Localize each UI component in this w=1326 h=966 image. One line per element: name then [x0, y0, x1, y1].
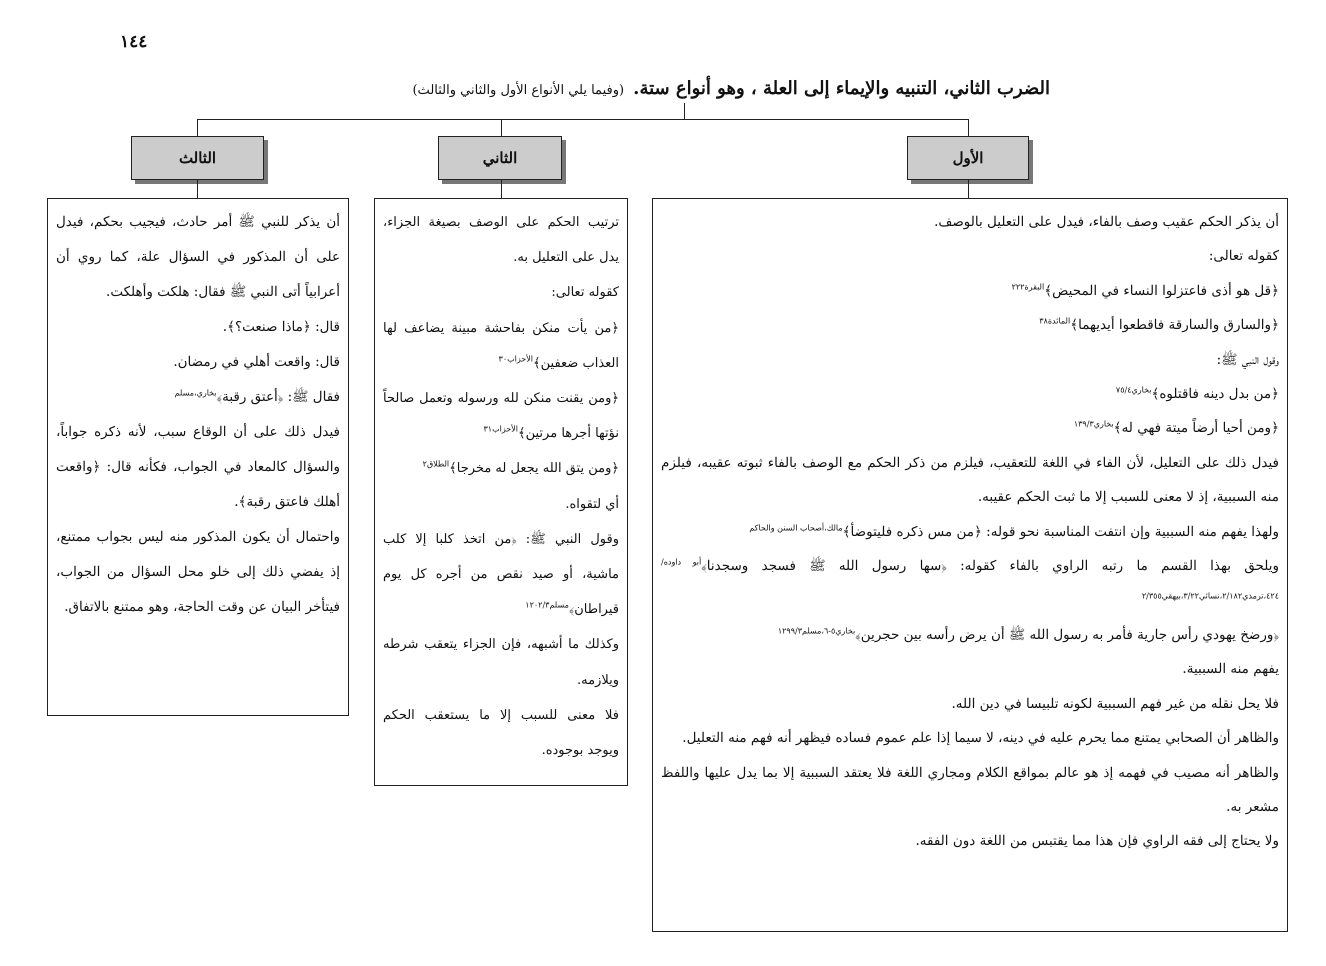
paragraph-text: ولا يحتاج إلى فقه الراوي فإن هذا مما يقتبس من اللغة دون الفقه. [915, 833, 1279, 850]
paragraph-text: أن يذكر الحكم عقيب وصف بالفاء، فيدل على التعليل بالوصف. [934, 214, 1279, 230]
column-first-content [652, 198, 1288, 932]
connector-box-first [968, 180, 969, 198]
heading-title: الضرب الثاني، التنبيه والإيماء إلى العلة ، وهو أنواع ستة. [633, 78, 1050, 99]
citation-ref: أبو داوده/٤٢٤،ترمذي٢/١٨٢،نسائي٣/٢٢،بيهقي٢/٣٥٥ [661, 557, 1279, 601]
column-third-content [47, 198, 349, 716]
paragraph-text: ويلحق بهذا القسم ما رتبه الراوي بالفاء كقوله: ﴿سها رسول الله ﷺ فسجد وسجدنا﴾ [701, 558, 1279, 575]
paragraph-text: واحتمال أن يكون المذكور منه ليس بجواب ممتنع، إذ يفضي ذلك إلى خلو محل السؤال من الجواب، فيتأخر البيان عن وقت الحاجة، وهو ممتنع بالاتفاق. [56, 529, 340, 615]
section-heading [300, 78, 1050, 99]
paragraph [383, 487, 619, 522]
paragraph [383, 205, 619, 275]
paragraph [56, 310, 340, 345]
paragraph-text: ﴿ومن يقنت منكن لله ورسوله وتعمل صالحاً نؤتها أجرها مرتين﴾ [383, 391, 619, 442]
paragraph [383, 627, 619, 697]
paragraph [661, 239, 1279, 273]
paragraph-text: والظاهر أن الصحابي يمتنع مما يحرم عليه في دينه، لا سيما إذا علم عموم فساده فيظهر أنه فهم منه التعليل. [682, 730, 1279, 747]
paragraph-text: فيدل ذلك على أن الوقاع سبب، لأنه ذكره جواباً، والسؤال كالمعاد في الجواب، فكأنه قال: ﴿واقعت أهلك فاعتق رقبة﴾. [56, 424, 340, 510]
paragraph-text: أي لتقواه. [565, 496, 619, 512]
connector-horizontal [197, 119, 968, 120]
paragraph-text: وقول النبي ﷺ: ﴿من اتخذ كلبا إلا كلب ماشية، أو صيد نقص من أجره كل يوم قيراطان﴾ [383, 531, 619, 618]
citation-ref: الطلاق٢ [422, 460, 450, 470]
citation-ref: بخاري٥-٦،مسلم١٢٩٩/٣ [777, 626, 856, 636]
paragraph [56, 415, 340, 520]
connector-heading-drop [684, 103, 685, 120]
paragraph-text: ولهذا يفهم منه السببية وإن انتفت المناسبة نحو قوله: ﴿من مس ذكره فليتوضأ﴾ [842, 523, 1279, 540]
citation-ref: بخاري٧٥/٤ [1115, 385, 1152, 395]
citation-ref: الأحزاب٣٠ [498, 354, 534, 364]
column-second-content [374, 198, 628, 786]
paragraph-text: ﴿ومن أحيا أرضاً ميتة فهي له﴾ [1113, 420, 1279, 437]
paragraph-text: وكذلك ما أشبهه، فإن الجزاء يتعقب شرطه ويلازمه. [383, 637, 619, 688]
paragraph-text: ﴿ورضخ يهودي رأس جارية فأمر به رسول الله ﷺ أن يرض رأسه بين حجرين﴾ [855, 626, 1279, 643]
paragraph-text: ﴿من يأت منكن بفاحشة مبينة يضاعف لها العذاب ضعفين﴾ [383, 320, 619, 371]
column-header-first: الأول [907, 136, 1029, 180]
citation-ref: مالك،أصحاب السنن والحاكم [749, 523, 843, 533]
paragraph [661, 549, 1279, 618]
paragraph-text: ترتيب الحكم على الوصف بصيغة الجزاء، يدل على التعليل به. [383, 215, 619, 266]
paragraph-text: قال: ﴿ماذا صنعت؟﴾. [222, 319, 340, 335]
paragraph [661, 721, 1279, 755]
paragraph-text: والظاهر أنه مصيب في فهمه إذ هو عالم بمواقع الكلام ومجاري اللغة فلا يعتقد السببية إلا بما يدل عليها واللفظ مشعر به. [661, 764, 1279, 815]
paragraph [661, 308, 1279, 342]
paragraph [661, 515, 1279, 549]
paragraph-text: فلا يحل نقله من غير فهم السببية لكونه تلبيسا في دين الله. [951, 695, 1279, 712]
page-number: ١٤٤ [120, 32, 148, 52]
paragraph-text: فقال ﷺ: ﴿أعتق رقبة﴾ [216, 389, 340, 405]
citation-ref: المائدة٣٨ [1039, 316, 1071, 326]
paragraph [661, 756, 1279, 825]
column-header-third: الثالث [131, 136, 264, 180]
connector-box-second [501, 180, 502, 198]
paragraph [56, 345, 340, 380]
citation-ref: مسلم١٢٠٢/٣ [525, 600, 569, 610]
paragraph-text: وقول النبي ﷺ: [1216, 351, 1279, 368]
citation-ref: الأحزاب٣١ [483, 424, 518, 434]
paragraph-text: ﴿قل هو أذى فاعتزلوا النساء في المحيض﴾ [1044, 282, 1279, 299]
paragraph [383, 311, 619, 381]
paragraph [56, 520, 340, 625]
citation-ref: بخاري١٣٩/٣ [1073, 419, 1114, 429]
paragraph [383, 698, 619, 768]
connector-box-third [197, 180, 198, 198]
paragraph [383, 275, 619, 310]
paragraph-text: كقوله تعالى: [1208, 248, 1279, 265]
paragraph [661, 274, 1279, 308]
connector-drop-third [197, 119, 198, 136]
paragraph-text: ﴿من بدل دينه فاقتلوه﴾ [1151, 386, 1279, 403]
paragraph-text: قال: واقعت أهلي في رمضان. [173, 354, 340, 370]
paragraph [661, 652, 1279, 686]
paragraph-text: ﴿والسارق والسارقة فاقطعوا أيديهما﴾ [1070, 317, 1279, 334]
paragraph [56, 205, 340, 310]
paragraph [661, 618, 1279, 652]
paragraph-text: فلا معنى للسبب إلا ما يستعقب الحكم ويوجد بوجوده. [383, 707, 619, 759]
paragraph [383, 522, 619, 628]
heading-subtitle: (وفيما يلي الأنواع الأول والثاني والثالث) [412, 83, 625, 98]
paragraph [661, 343, 1279, 377]
paragraph-text: كقوله تعالى: [551, 285, 619, 301]
paragraph [661, 824, 1279, 858]
paragraph [661, 411, 1279, 445]
paragraph [383, 381, 619, 451]
paragraph-text: أن يذكر للنبي ﷺ أمر حادث، فيجيب بحكم، فيدل على أن المذكور في السؤال علة، كما روي أن أعرابياً أتى النبي ﷺ فقال: هلكت وأهلكت. [56, 214, 340, 300]
paragraph [661, 687, 1279, 721]
paragraph-text: ﴿ومن يتق الله يجعل له مخرجا﴾ [449, 461, 619, 477]
paragraph [383, 451, 619, 486]
paragraph [56, 380, 340, 415]
connector-drop-second [501, 119, 502, 136]
paragraph-text: فيدل ذلك على التعليل، لأن الفاء في اللغة للتعقيب، فيلزم من ذكر الحكم مع الوصف بالفاء ثبوته عقيبه، فيلزم منه السببية، إذ لا معنى للسبب إلا ما ثبت الحكم عقيبه. [661, 454, 1279, 506]
citation-ref: بخاري،مسلم [174, 388, 217, 398]
connector-drop-first [968, 119, 969, 136]
paragraph [661, 205, 1279, 239]
citation-ref: البقرة٢٢٢ [1011, 282, 1045, 292]
column-header-second: الثاني [438, 136, 562, 180]
paragraph [661, 446, 1279, 515]
paragraph [661, 377, 1279, 411]
paragraph-text: يفهم منه السببية. [1182, 661, 1279, 678]
